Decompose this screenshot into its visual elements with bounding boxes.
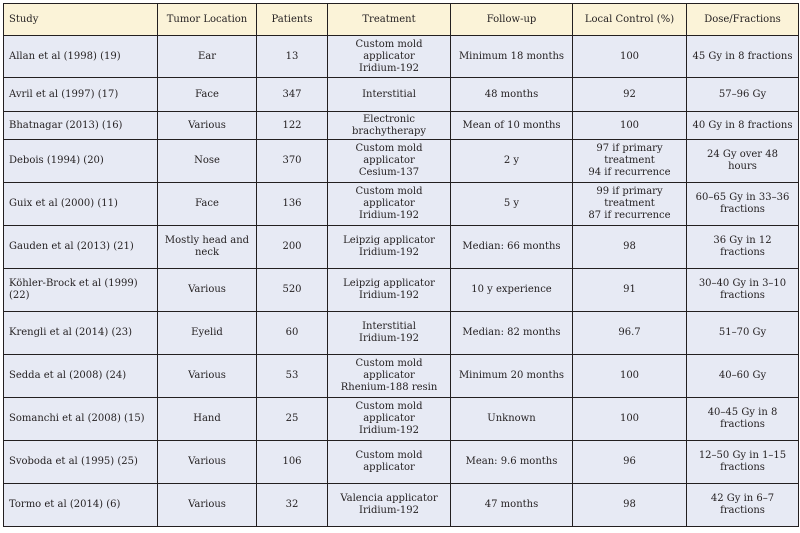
cell-local-control	[573, 36, 687, 78]
cell-text-line: Face	[195, 88, 219, 100]
cell-patients: 32	[257, 484, 328, 527]
cell-text-line: Iridium-192	[359, 247, 419, 258]
cell-dose-fractions	[687, 398, 799, 441]
cell-local-control	[573, 78, 687, 112]
cell-text-line: Mostly head and	[164, 235, 250, 246]
cell-text-line: Iridium-192	[359, 290, 419, 301]
cell-text-line: 40 Gy in 8 fractions	[692, 119, 793, 131]
cell-patients: 25	[257, 398, 328, 441]
cell-patients: 122	[257, 112, 328, 140]
cell-local-control	[573, 312, 687, 355]
cell-text-line: 97 if primary treatment	[596, 143, 663, 166]
cell-dose-fractions	[687, 226, 799, 269]
table-row	[4, 112, 799, 140]
cell-text-line: 24 Gy over 48 hours	[707, 149, 778, 172]
cell-study: Krengli et al (2014) (23)	[4, 312, 158, 355]
cell-text-line: 100	[619, 50, 640, 62]
cell-study: Avril et al (1997) (17)	[4, 78, 158, 112]
header-study: Study	[4, 4, 158, 36]
cell-patients: 200	[257, 226, 328, 269]
header-local-control: Local Control (%)	[573, 4, 687, 36]
cell-text-line: 100	[619, 370, 640, 381]
table-row	[4, 140, 799, 183]
cell-follow-up	[451, 484, 573, 527]
cell-text-line: Rhenium-188 resin	[340, 382, 438, 393]
cell-text-line: Custom mold applicator	[355, 401, 423, 424]
cell-study: Guix et al (2000) (11)	[4, 183, 158, 226]
cell-patients: 370	[257, 140, 328, 183]
cell-text-line: Ear	[197, 50, 217, 62]
table-body	[4, 36, 799, 527]
cell-follow-up	[451, 36, 573, 78]
cell-tumor-location	[158, 269, 257, 312]
cell-dose-fractions	[687, 355, 799, 398]
cell-tumor-location	[158, 226, 257, 269]
cell-dose-fractions	[687, 140, 799, 183]
cell-text-line: Mean of 10 months	[462, 119, 561, 131]
cell-text-line: 40–45 Gy in 8	[707, 407, 778, 418]
cell-text-line: Custom mold applicator	[355, 186, 423, 209]
cell-text-line: fractions	[720, 290, 765, 301]
cell-text-line: 96.7	[618, 327, 641, 338]
cell-study: Sedda et al (2008) (24)	[4, 355, 158, 398]
cell-dose-fractions	[687, 269, 799, 312]
cell-text-line: Various	[188, 119, 226, 131]
cell-tumor-location	[158, 484, 257, 527]
cell-local-control	[573, 484, 687, 527]
cell-treatment	[328, 36, 451, 78]
cell-text-line: 42 Gy in 6–7 fractions	[710, 493, 775, 516]
table-header	[4, 4, 799, 36]
cell-text-line: Hand	[193, 413, 221, 424]
cell-treatment	[328, 140, 451, 183]
cell-text-line: Various	[188, 456, 226, 467]
table-row	[4, 398, 799, 441]
cell-text-line: 60–65 Gy in 33–36	[695, 192, 790, 203]
table-row	[4, 441, 799, 484]
cell-treatment	[328, 226, 451, 269]
cell-tumor-location	[158, 112, 257, 140]
cell-study: Gauden et al (2013) (21)	[4, 226, 158, 269]
cell-follow-up	[451, 269, 573, 312]
cell-study: Allan et al (1998) (19)	[4, 36, 158, 78]
cell-text-line: Interstitial	[362, 321, 416, 332]
cell-follow-up	[451, 226, 573, 269]
cell-patients: 520	[257, 269, 328, 312]
cell-text-line: 10 y experience	[471, 284, 552, 295]
cell-treatment	[328, 441, 451, 484]
cell-follow-up	[451, 112, 573, 140]
table-row	[4, 36, 799, 78]
cell-text-line: Iridium-192	[359, 505, 419, 516]
cell-follow-up	[451, 441, 573, 484]
cell-treatment	[328, 312, 451, 355]
cell-dose-fractions	[687, 484, 799, 527]
cell-dose-fractions	[687, 36, 799, 78]
cell-dose-fractions	[687, 78, 799, 112]
cell-treatment	[328, 183, 451, 226]
cell-text-line: Minimum 20 months	[458, 370, 565, 381]
table-row	[4, 484, 799, 527]
cell-dose-fractions	[687, 441, 799, 484]
cell-study: Tormo et al (2014) (6)	[4, 484, 158, 527]
cell-tumor-location	[158, 441, 257, 484]
cell-tumor-location	[158, 36, 257, 78]
cell-patients: 53	[257, 355, 328, 398]
cell-follow-up	[451, 312, 573, 355]
cell-treatment	[328, 112, 451, 140]
cell-text-line: Leipzig applicator	[343, 278, 435, 289]
cell-text-line: Median: 82 months	[462, 327, 561, 338]
cell-text-line: 96	[623, 456, 636, 467]
cell-text-line: 5 y	[503, 198, 520, 209]
cell-text-line: Cesium-137	[358, 167, 420, 178]
cell-treatment	[328, 398, 451, 441]
cell-study: Debois (1994) (20)	[4, 140, 158, 183]
cell-local-control	[573, 140, 687, 183]
header-row	[4, 4, 799, 36]
cell-text-line: 98	[623, 241, 636, 252]
header-patients: Patients	[257, 4, 328, 36]
cell-text-line: Valencia applicator	[340, 493, 438, 504]
cell-tumor-location	[158, 78, 257, 112]
cell-patients: 60	[257, 312, 328, 355]
cell-follow-up	[451, 140, 573, 183]
header-follow-up: Follow-up	[451, 4, 573, 36]
cell-text-line: 30–40 Gy in 3–10	[698, 278, 787, 289]
cell-text-line: Unknown	[487, 413, 536, 424]
cell-text-line: Iridium-192	[359, 210, 419, 221]
table-row	[4, 226, 799, 269]
cell-tumor-location	[158, 140, 257, 183]
cell-text-line: Nose	[194, 155, 220, 166]
brachytherapy-studies-table	[3, 3, 799, 527]
cell-tumor-location	[158, 398, 257, 441]
cell-patients: 106	[257, 441, 328, 484]
cell-text-line: Mean: 9.6 months	[465, 456, 558, 467]
cell-text-line: Eyelid	[191, 327, 223, 338]
cell-text-line: Custom mold applicator	[355, 143, 423, 166]
cell-text-line: 47 months	[484, 499, 539, 510]
cell-text-line: 87 if recurrence	[588, 210, 671, 221]
cell-text-line: Minimum 18 months	[458, 50, 565, 62]
cell-text-line: Interstitial	[362, 88, 416, 100]
cell-patients: 347	[257, 78, 328, 112]
cell-dose-fractions	[687, 312, 799, 355]
cell-text-line: neck	[194, 247, 220, 258]
cell-text-line: 12–50 Gy in 1–15	[698, 450, 787, 461]
cell-text-line: 98	[623, 499, 636, 510]
cell-tumor-location	[158, 355, 257, 398]
cell-local-control	[573, 441, 687, 484]
cell-text-line: Custom mold applicator	[355, 38, 423, 62]
cell-text-line: Face	[195, 198, 219, 209]
cell-text-line: Various	[188, 284, 226, 295]
cell-text-line: fractions	[720, 419, 765, 430]
cell-text-line: fractions	[720, 204, 765, 215]
cell-text-line: fractions	[720, 462, 765, 473]
cell-treatment	[328, 484, 451, 527]
header-tumor-location: Tumor Location	[158, 4, 257, 36]
cell-text-line: 57–96 Gy	[718, 88, 767, 100]
cell-local-control	[573, 226, 687, 269]
cell-text-line: Custom mold applicator	[355, 450, 423, 473]
cell-text-line: Iridium-192	[359, 333, 419, 344]
cell-follow-up	[451, 355, 573, 398]
cell-text-line: Custom mold applicator	[355, 358, 423, 381]
cell-text-line: Electronic brachytherapy	[351, 113, 426, 137]
cell-local-control	[573, 355, 687, 398]
cell-text-line: 51–70 Gy	[718, 327, 767, 338]
cell-treatment	[328, 355, 451, 398]
cell-text-line: 100	[619, 413, 640, 424]
cell-patients: 13	[257, 36, 328, 78]
cell-follow-up	[451, 78, 573, 112]
header-treatment: Treatment	[328, 4, 451, 36]
cell-text-line: 40–60 Gy	[718, 370, 767, 381]
cell-text-line: Various	[188, 499, 226, 510]
cell-local-control	[573, 269, 687, 312]
cell-text-line: 100	[619, 119, 640, 131]
cell-text-line: Iridium-192	[359, 62, 419, 74]
cell-study: Somanchi et al (2008) (15)	[4, 398, 158, 441]
cell-text-line: 48 months	[484, 88, 539, 100]
cell-treatment	[328, 269, 451, 312]
cell-dose-fractions	[687, 183, 799, 226]
table-row	[4, 312, 799, 355]
cell-text-line: 92	[623, 88, 636, 100]
cell-text-line: Median: 66 months	[462, 241, 561, 252]
table-row	[4, 78, 799, 112]
cell-study: Köhler-Brock et al (1999) (22)	[4, 269, 158, 312]
table-row	[4, 183, 799, 226]
cell-follow-up	[451, 398, 573, 441]
cell-text-line: 99 if primary treatment	[596, 186, 663, 209]
cell-study: Bhatnagar (2013) (16)	[4, 112, 158, 140]
header-dose-fractions: Dose/Fractions	[687, 4, 799, 36]
cell-local-control	[573, 183, 687, 226]
cell-treatment	[328, 78, 451, 112]
cell-text-line: 45 Gy in 8 fractions	[692, 50, 793, 62]
cell-local-control	[573, 398, 687, 441]
cell-study: Svoboda et al (1995) (25)	[4, 441, 158, 484]
table-row	[4, 355, 799, 398]
cell-text-line: 91	[623, 284, 636, 295]
cell-tumor-location	[158, 183, 257, 226]
cell-dose-fractions	[687, 112, 799, 140]
cell-tumor-location	[158, 312, 257, 355]
cell-patients: 136	[257, 183, 328, 226]
cell-text-line: 2 y	[503, 155, 520, 166]
cell-text-line: Iridium-192	[359, 425, 419, 436]
table-row	[4, 269, 799, 312]
cell-local-control	[573, 112, 687, 140]
cell-text-line: 36 Gy in 12 fractions	[713, 235, 772, 258]
cell-text-line: 94 if recurrence	[588, 167, 671, 178]
cell-follow-up	[451, 183, 573, 226]
cell-text-line: Various	[188, 370, 226, 381]
cell-text-line: Leipzig applicator	[343, 235, 435, 246]
